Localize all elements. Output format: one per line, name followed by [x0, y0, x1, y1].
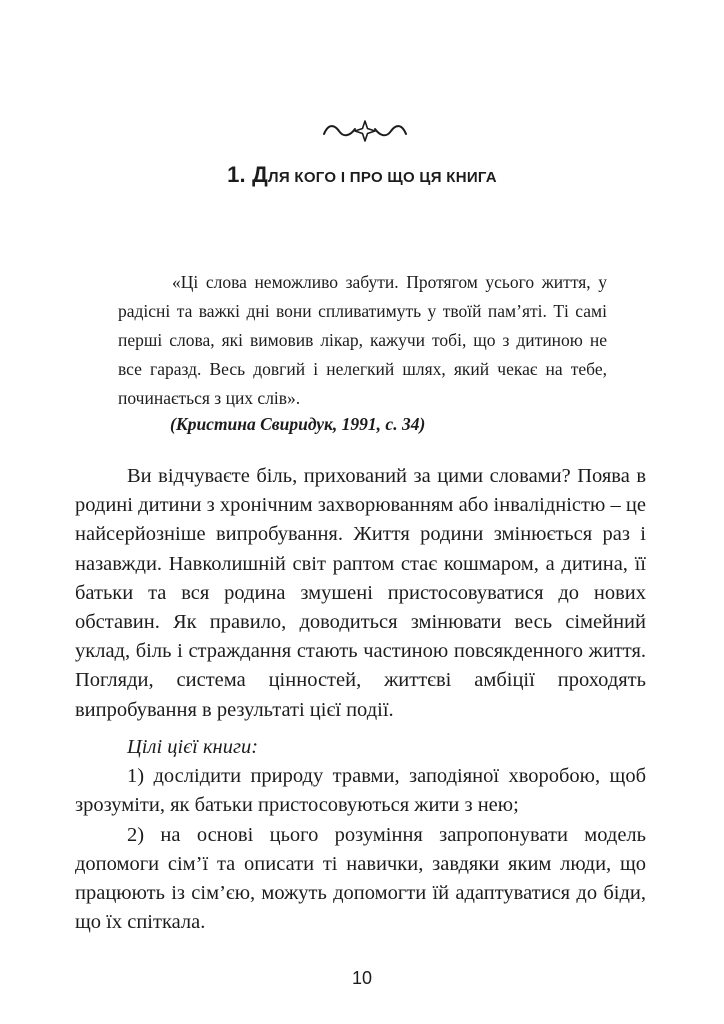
page-number: 10 — [351, 968, 373, 988]
chapter-title-lead: 1. Д — [227, 162, 269, 187]
epigraph-quote — [118, 268, 607, 413]
epigraph-citation: (Кристина Свиридук, 1991, с. 34) — [170, 414, 426, 434]
goals-section — [75, 733, 646, 937]
goals-item: 2) на основі цього розуміння запропонувати модель допомоги сім’ї та описати ті навички, завдяки яким люди, що працюють із сім’єю, можуть допомогти їй адаптуватися до біди, що їх спіткала. — [75, 823, 646, 934]
epigraph-text: «Ці слова неможливо забути. Протягом усього життя, у радісні та важкі дні вони спливатимуть у твоїй пам’яті. Ті самі перші слова, які вимовив лікар, кажучи тобі, що з дитиною не все гаразд. Весь довгий і нелегкий шлях, який чекає на тебе, починається з цих слів». — [118, 272, 607, 408]
ornament-divider-icon — [322, 118, 408, 144]
chapter-title-rest: ЛЯ КОГО І ПРО ЩО ЦЯ КНИГА — [268, 169, 497, 186]
goals-heading: Цілі цієї книги: — [127, 736, 259, 758]
goals-item: 1) дослідити природу травми, заподіяної хворобою, щоб зрозуміти, як батьки пристосовуються жити з нею; — [75, 765, 646, 817]
body-paragraph: Ви відчуваєте біль, прихований за цими словами? Поява в родині дитини з хронічним захворюванням або інвалідністю – це найсерйозніше випробування. Життя родини змінюється раз і назавжди. Навколишній світ раптом стає кошмаром, а дитина, її батьки та вся родина змушені пристосовуватися до нових обставин. Як правило, доводиться змінювати весь сімейний уклад, біль і страждання стають частиною повсякденного життя. Погляди, система цінностей, життєві амбіції проходять випробування в результаті цієї події. — [75, 465, 646, 721]
chapter-title — [0, 162, 724, 188]
body-paragraph-block — [75, 462, 646, 725]
